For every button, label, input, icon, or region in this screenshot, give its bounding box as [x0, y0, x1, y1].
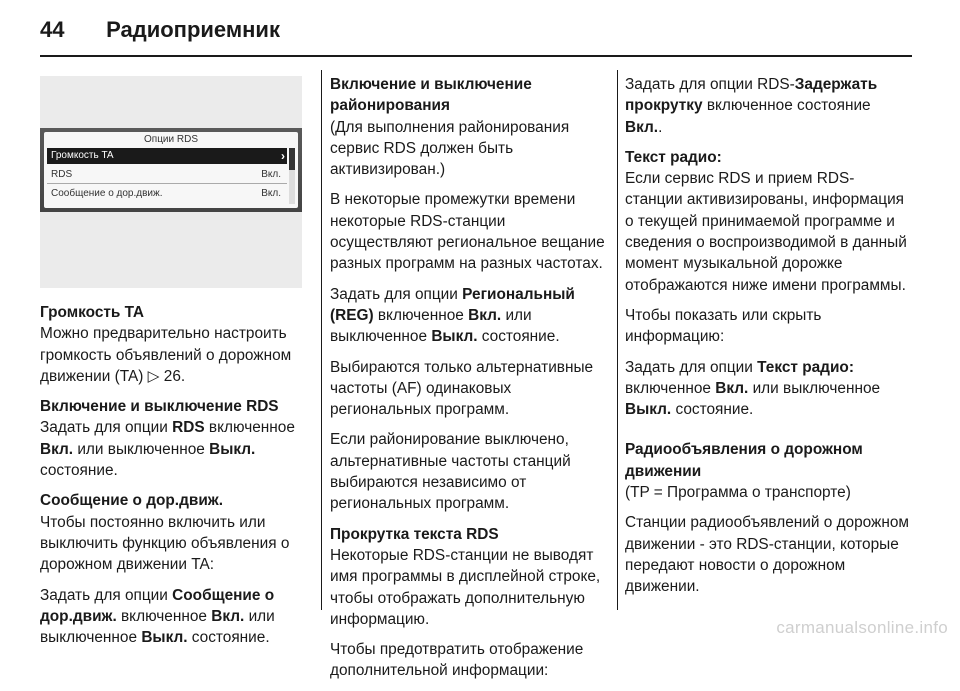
- screen-row-ta-volume: [47, 148, 287, 164]
- screen-row-label: RDS: [51, 169, 73, 180]
- section-heading-region: Включение и выключение районирования: [330, 76, 532, 115]
- paragraph: Чтобы постоянно включить или выключить функцию объявления о дорожном движении TA:: [40, 513, 290, 574]
- screen-row-rds: [47, 167, 287, 184]
- section-heading-rds: Включение и выключение RDS: [40, 398, 279, 416]
- paragraph: Можно предварительно настроить громкость объявлений о дорожном движении (TA) ▷ 26.: [40, 325, 292, 385]
- screen-scrollbar: [289, 148, 295, 204]
- section-heading-radiotext: Текст радио:: [625, 148, 722, 166]
- watermark: carmanualsonline.info: [776, 618, 948, 637]
- paragraph: Чтобы показать или скрыть информацию:: [625, 306, 822, 346]
- paragraph: Если сервис RDS и прием RDS-станции активизированы, информация о текущей принимаемой программе и сведения о воспроизводимой в данный момент музыкальной дорожке отображаются ниже имени программы.: [625, 170, 907, 294]
- chevron-right-icon: ›: [281, 149, 285, 163]
- spacer: [625, 429, 910, 439]
- section-heading-ta-volume: Громкость TA: [40, 304, 145, 321]
- screen-row-traffic: [47, 186, 287, 202]
- paragraph: Задать для опции Сообщение о дор.движ. включенное Вкл. или выключенное Выкл. состояние.: [40, 586, 275, 647]
- column-2: [330, 74, 605, 691]
- paragraph: Чтобы предотвратить отображение дополнительной информации:: [330, 641, 584, 680]
- paragraph: Задать для опции Текст радио: включенное Вкл. или выключенное Выкл. состояние.: [625, 358, 881, 419]
- paragraph: Задать для опции Региональный (REG) включенное Вкл. или выключенное Выкл. состояние.: [330, 285, 575, 346]
- paragraph: В некоторые промежутки времени некоторые RDS-станции осуществляют региональное вещание разных программ на разных частотах.: [330, 191, 605, 273]
- paragraph: Задать для опции RDS-Задержать прокрутку включенное состояние Вкл..: [625, 76, 878, 136]
- paragraph: Выбираются только альтернативные частоты (AF) одинаковых региональных программ.: [330, 358, 594, 419]
- section-heading-traffic-msg: Сообщение о дор.движ.: [40, 492, 223, 510]
- paragraph: Задать для опции RDS включенное Вкл. или выключенное Выкл. состояние.: [40, 419, 295, 480]
- paragraph: Некоторые RDS-станции не выводят имя программы в дисплейной строке, чтобы отображать дополнительную информацию.: [330, 546, 601, 628]
- paragraph: (TP = Программа о транспорте): [625, 484, 851, 502]
- column-divider: [617, 70, 618, 610]
- section-heading-traffic: Радиообъявления о дорожном движении: [625, 441, 863, 480]
- screen-content: [44, 132, 298, 208]
- page-header: [40, 14, 910, 54]
- rds-options-screen-illustration: [40, 76, 302, 288]
- header-rule: [40, 55, 912, 57]
- screen-row-value: Вкл.: [261, 188, 281, 199]
- screen-title: Опции RDS: [144, 134, 198, 145]
- screen-row-value: Вкл.: [261, 169, 281, 180]
- column-1: [40, 302, 310, 657]
- paragraph: Если районирование выключено, альтернативные частоты станций выбираются независимо от региональных программ.: [330, 431, 571, 513]
- column-divider: [321, 70, 322, 610]
- arrow-ref-icon: ▷: [147, 367, 160, 385]
- page-title: Радиоприемник: [106, 17, 280, 42]
- paragraph: Станции радиообъявлений о дорожном движении - это RDS-станции, которые передают новости о дорожном движении.: [625, 514, 909, 596]
- page-number: 44: [40, 17, 65, 42]
- paragraph: (Для выполнения районирования сервис RDS должен быть активизирован.): [330, 118, 570, 179]
- screen-row-label: Громкость TA: [51, 150, 114, 161]
- screen-row-label: Сообщение о дор.движ.: [51, 188, 163, 199]
- screen-scrollbar-thumb: [289, 148, 295, 170]
- section-heading-scroll: Прокрутка текста RDS: [330, 525, 499, 543]
- column-3: [625, 74, 910, 607]
